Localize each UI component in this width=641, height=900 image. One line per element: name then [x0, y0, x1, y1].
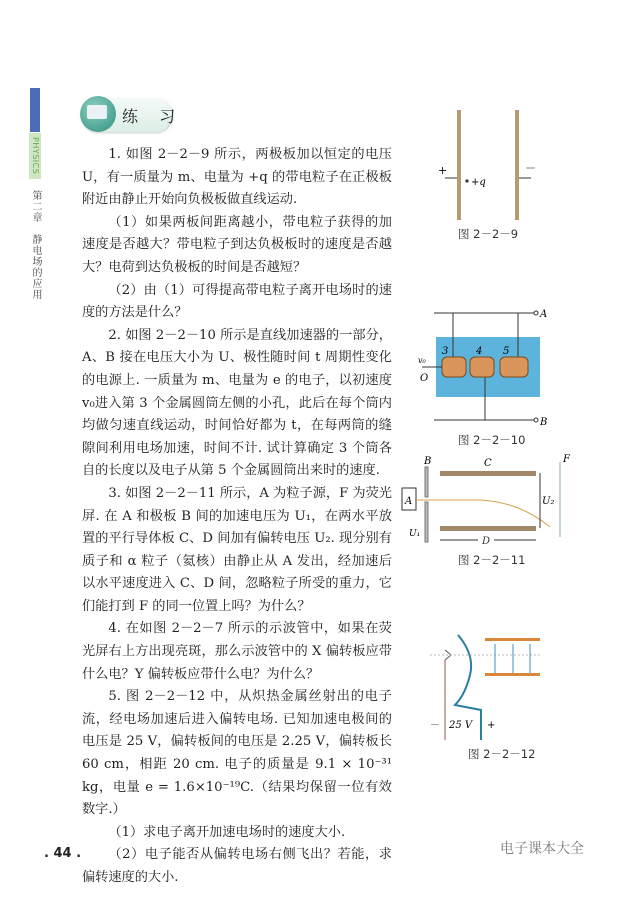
figure-caption: 图 2－2－11: [458, 553, 526, 567]
v0-label: v₀: [418, 356, 426, 365]
figure-caption: 图 2－2－9: [458, 227, 519, 241]
figure-caption: 图 2－2－10: [458, 433, 526, 447]
plate-c-label: C: [484, 458, 492, 469]
plus-label: +: [438, 164, 448, 177]
sidebar-chapter: 第二章 静电场的应用: [30, 190, 41, 300]
minus-label: －: [429, 720, 439, 731]
plate-d: [440, 526, 536, 531]
plus-label: +: [487, 720, 496, 731]
tube-label: 3: [442, 346, 449, 357]
tube-label: 5: [503, 346, 510, 357]
tube-4: [470, 357, 494, 377]
figure-2-2-9: [430, 100, 560, 230]
charged-particle: [465, 179, 468, 182]
terminal-b-label: B: [540, 417, 548, 428]
deflection-plate-bottom: [485, 673, 540, 676]
exercise-1-part-1: （1）如果两板间距离越小，带电粒子获得的加速度是否越大？带电粒子到达负极板时的速度是否越大？电荷到达负极板的时间是否越短？: [82, 214, 392, 275]
exercise-5: 5. 图 2－2－12 中，从炽热金属丝射出的电子流，经电场加速后进入偏转电场. 已知加速电极间的电压是 25 V，偏转板间的电压是 2.25 V，偏转板长 60 cm，相距 20 cm. 电子的质量是 9.1 × 10⁻³¹ kg，电量 e = 1.6×10⁻¹⁹C.（结果均保留一位有效数字.）: [82, 689, 392, 818]
source-a-label: A: [405, 496, 413, 507]
terminal-a-label: A: [540, 309, 548, 320]
section-title: 练 习: [122, 107, 184, 126]
exercise-1-part-2: （2）由（1）可得提高带电粒子离开电场时的速度的方法是什么？: [82, 282, 392, 321]
screen-f-label: F: [563, 454, 570, 465]
o-label: O: [420, 373, 429, 384]
positive-plate: [457, 110, 461, 220]
tube-3: [442, 357, 466, 377]
exercise-4: 4. 在如图 2－2－7 所示的示波管中，如果在荧光屏右上方出现亮斑，那么示波管中的 X 偏转板应带什么电？Y 偏转板应带什么电？为什么？: [82, 621, 392, 682]
sidebar-subject: PHYSICS: [29, 133, 41, 179]
watermark: 电子课本大全: [500, 841, 584, 857]
figure-2-2-10: [412, 305, 552, 430]
tube-label: 4: [476, 346, 483, 357]
figure-caption: 图 2－2－12: [468, 747, 536, 761]
u2-label: U₂: [542, 496, 555, 507]
tube-5: [500, 357, 528, 377]
exercise-1: 1. 如图 2－2－9 所示，两极板加以恒定的电压 U，有一质量为 m、电量为 +q 的带电粒子在正极板附近由静止开始向负极板做直线运动.: [82, 147, 392, 208]
exercise-2: 2. 如图 2－2－10 所示是直线加速器的一部分，A、B 接在电压大小为 U、极性随时间 t 周期性变化的电源上. 一质量为 m、电量为 e 的电子，以初速度 v₀进入第 3 个金属圆筒左侧的小孔，此后在每个筒内均做匀速直线运动，时间恰好都为 t，在每两筒的缝隙间利用电场加速，时间不计. 试计算确定 3 个筒各自的长度以及电子从第 5 个金属圆筒出来时的速度.: [82, 327, 392, 479]
deflection-plate-top: [485, 638, 540, 641]
magnifier-icon: [80, 96, 116, 132]
negative-plate: [515, 110, 519, 220]
page-number: . 44 .: [44, 846, 82, 861]
plate-c: [440, 471, 536, 476]
voltage-label: 25 V: [449, 720, 473, 731]
exercise-5-part-2: （2）电子能否从偏转电场右侧飞出？若能，求偏转速度的大小.: [82, 847, 392, 885]
figure-2-2-11: [400, 452, 580, 552]
plate-b-label: B: [424, 456, 432, 467]
charge-label: +q: [471, 177, 486, 188]
sidebar-color-bar: [30, 88, 40, 132]
particle-path: [416, 500, 550, 527]
u1-label: U₁: [409, 529, 421, 539]
figure-2-2-12: [425, 630, 545, 745]
minus-label: －: [524, 162, 535, 175]
exercise-3: 3. 如图 2－2－11 所示，A 为粒子源，F 为荧光屏. 在 A 和极板 B 间的加速电压为 U₁，在两水平放置的平行导体板 C、D 间加有偏转电压 U₂. 现分别有质子和 α 粒子（氦核）由静止从 A 发出，经加速后以水平速度进入 C、D 间，忽略粒子所受的重力，它们能打到 F 的同一位置上吗？为什么？: [82, 485, 392, 614]
exercise-5-part-1: （1）求电子离开加速电场时的速度大小.: [108, 824, 346, 840]
exercise-text: [82, 144, 392, 890]
plate-d-label: D: [482, 536, 491, 547]
